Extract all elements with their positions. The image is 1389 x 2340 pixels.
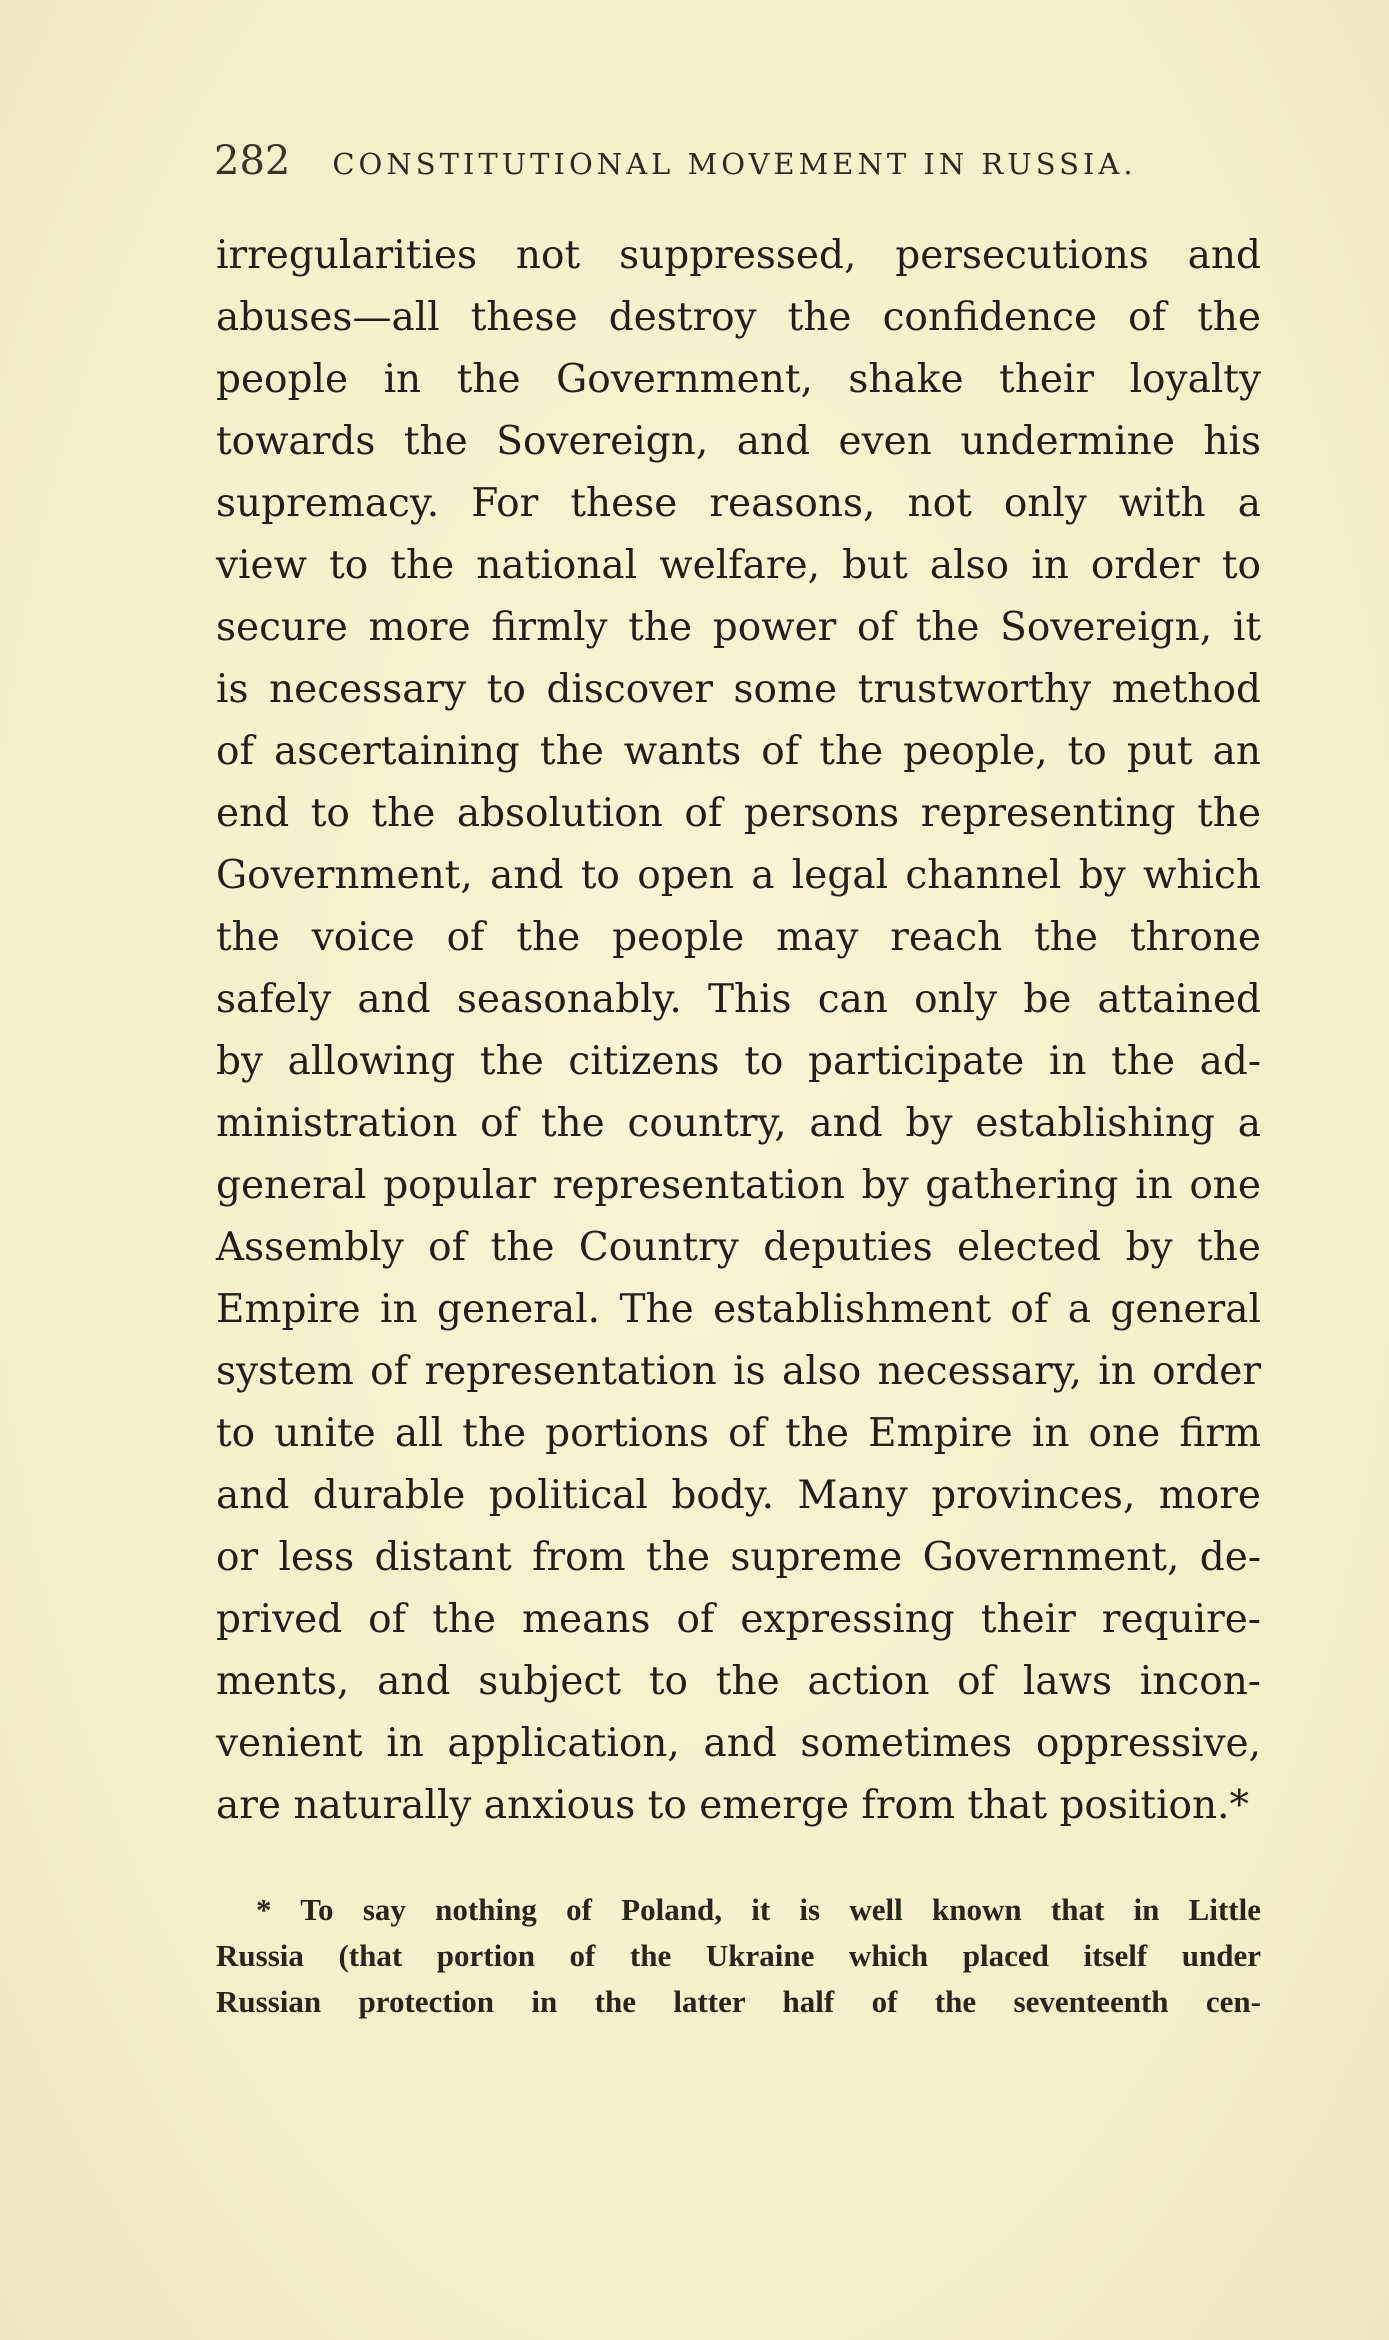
- text-line: secure more firmly the power of the Sovereign, it: [216, 605, 1261, 650]
- text-line: and durable political body. Many provinces, more: [216, 1473, 1261, 1518]
- text-line: by allowing the citizens to participate in the ad-: [216, 1039, 1261, 1084]
- text-line: the voice of the people may reach the throne: [216, 915, 1261, 960]
- text-line: ments, and subject to the action of laws incon-: [216, 1659, 1261, 1704]
- text-line: system of representation is also necessary, in order: [216, 1349, 1261, 1394]
- text-line: to unite all the portions of the Empire in one firm: [216, 1411, 1261, 1456]
- text-line: of ascertaining the wants of the people, to put an: [216, 729, 1261, 774]
- text-line: are naturally anxious to emerge from that position.*: [216, 1783, 1250, 1828]
- running-head: [214, 138, 1184, 188]
- page-number: 282: [214, 138, 291, 184]
- text-line: irregularities not suppressed, persecutions and: [216, 233, 1261, 278]
- text-line: towards the Sovereign, and even undermine his: [216, 419, 1261, 464]
- body-text: [216, 225, 1261, 1837]
- text-line: view to the national welfare, but also in order to: [216, 543, 1261, 588]
- text-line: ministration of the country, and by establishing a: [216, 1101, 1261, 1146]
- text-line: abuses—all these destroy the confidence of the: [216, 295, 1261, 340]
- footnote-line: Russian protection in the latter half of the seventeenth cen-: [216, 1984, 1261, 2019]
- text-line: general popular representation by gathering in one: [216, 1163, 1261, 1208]
- running-title: CONSTITUTIONAL MOVEMENT IN RUSSIA.: [332, 147, 1137, 181]
- text-line: Empire in general. The establishment of a general: [216, 1287, 1261, 1332]
- text-line: venient in application, and sometimes oppressive,: [216, 1721, 1261, 1766]
- text-line: or less distant from the supreme Government, de-: [216, 1535, 1261, 1580]
- text-line: end to the absolution of persons representing the: [216, 791, 1261, 836]
- text-line: Government, and to open a legal channel by which: [216, 853, 1261, 898]
- text-line: safely and seasonably. This can only be attained: [216, 977, 1261, 1022]
- footnote: [216, 1887, 1261, 2025]
- text-line: Assembly of the Country deputies elected by the: [216, 1225, 1261, 1270]
- footnote-line: Russia (that portion of the Ukraine which placed itself under: [216, 1938, 1261, 1973]
- text-line: prived of the means of expressing their require-: [216, 1597, 1261, 1642]
- text-line: is necessary to discover some trustworthy method: [216, 667, 1261, 712]
- text-line: supremacy. For these reasons, not only with a: [216, 481, 1261, 526]
- footnote-line: * To say nothing of Poland, it is well known that in Little: [256, 1892, 1261, 1927]
- text-line: people in the Government, shake their loyalty: [216, 357, 1261, 402]
